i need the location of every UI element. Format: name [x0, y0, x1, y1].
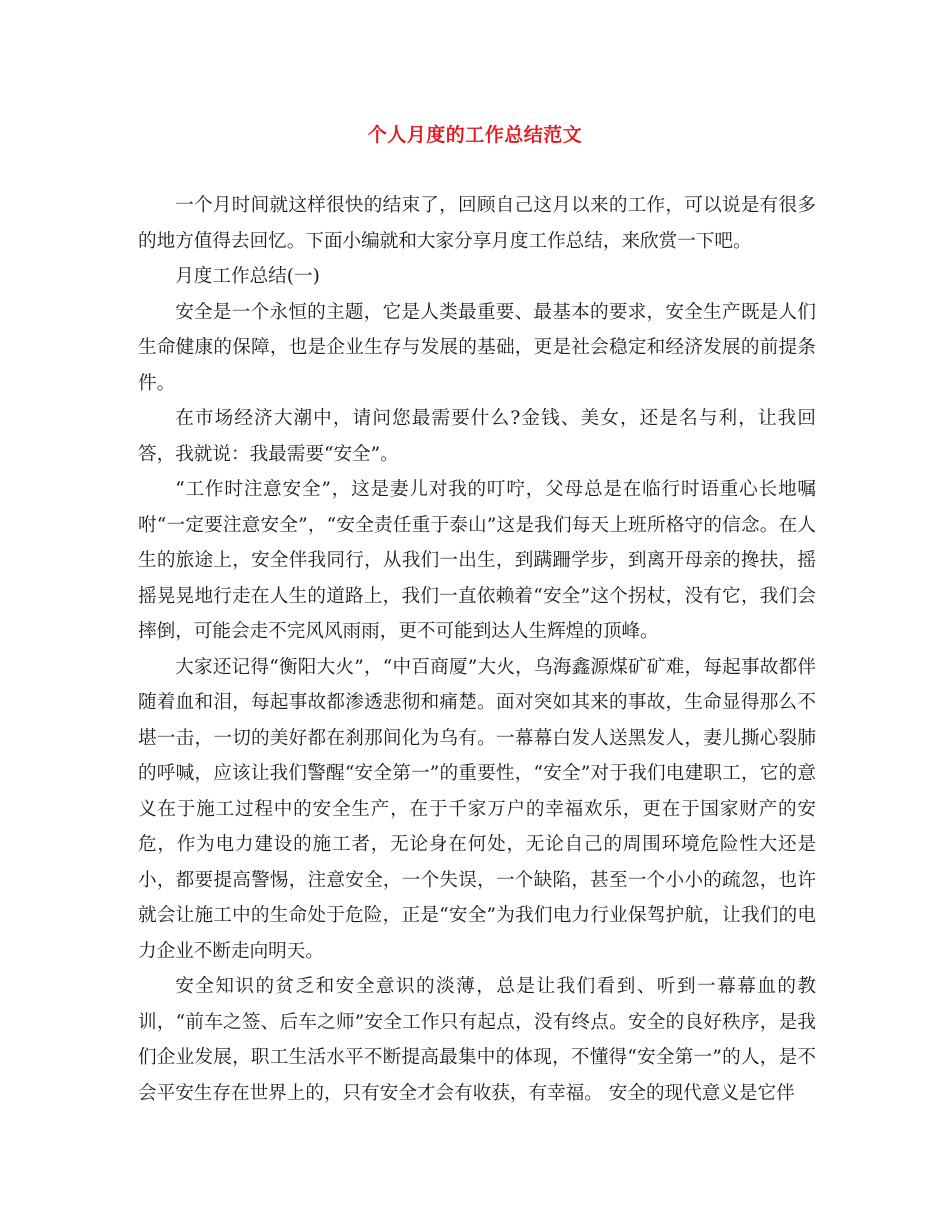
- document-body: [138, 188, 816, 1111]
- paragraph-intro: 一个月时间就这样很快的结束了，回顾自己这月以来的工作，可以说是有很多的地方值得去回忆。下面小编就和大家分享月度工作总结，来欣赏一下吧。: [138, 195, 816, 252]
- paragraph: 安全知识的贫乏和安全意识的淡薄，总是让我们看到、听到一幕幕血的教训，“前车之签、后车之师”安全工作只有起点，没有终点。安全的良好秩序，是我们企业发展，职工生活水平不断提高最集中的体现，不懂得“安全第一”的人，是不会平安生存在世界上的，只有安全才会有收获，有幸福。 安全的现代意义是它伴: [138, 976, 816, 1104]
- paragraph: 大家还记得“衡阳大火”，“中百商厦”大火，乌海鑫源煤矿矿难，每起事故都伴随着血和泪，每起事故都渗透悲彻和痛楚。面对突如其来的事故，生命显得那么不堪一击，一切的美好都在刹那间化为乌有。一幕幕白发人送黑发人，妻儿撕心裂肺的呼喊，应该让我们警醒“安全第一”的重要性，“安全”对于我们电建职工，它的意义在于施工过程中的安全生产，在于千家万户的幸福欢乐，更在于国家财产的安危，作为电力建设的施工者，无论身在何处，无论自己的周围环境危险性大还是小，都要提高警惕，注意安全，一个失误，一个缺陷，甚至一个小小的疏忽，也许就会让施工中的生命处于危险，正是“安全”为我们电力行业保驾护航，让我们的电力企业不断走向明天。: [138, 656, 816, 962]
- section-heading: 月度工作总结(一): [175, 266, 320, 287]
- paragraph: 在市场经济大潮中，请问您最需要什么?金钱、美女，还是名与利，让我回答，我就说：我最需要“安全”。: [138, 408, 816, 465]
- paragraph: “工作时注意安全”，这是妻儿对我的叮咛，父母总是在临行时语重心长地嘱咐“一定要注意安全”，“安全责任重于泰山”这是我们每天上班所格守的信念。在人生的旅途上，安全伴我同行，从我们一出生，到蹒跚学步，到离开母亲的搀扶，摇摇晃晃地行走在人生的道路上，我们一直依赖着“安全”这个拐杖，没有它，我们会摔倒，可能会走不完风风雨雨，更不可能到达人生辉煌的顶峰。: [138, 479, 816, 642]
- document-title: 个人月度的工作总结范文: [367, 124, 583, 146]
- paragraph: 安全是一个永恒的主题，它是人类最重要、最基本的要求，安全生产既是人们生命健康的保障，也是企业生存与发展的基础，更是社会稳定和经济发展的前提条件。: [138, 301, 816, 394]
